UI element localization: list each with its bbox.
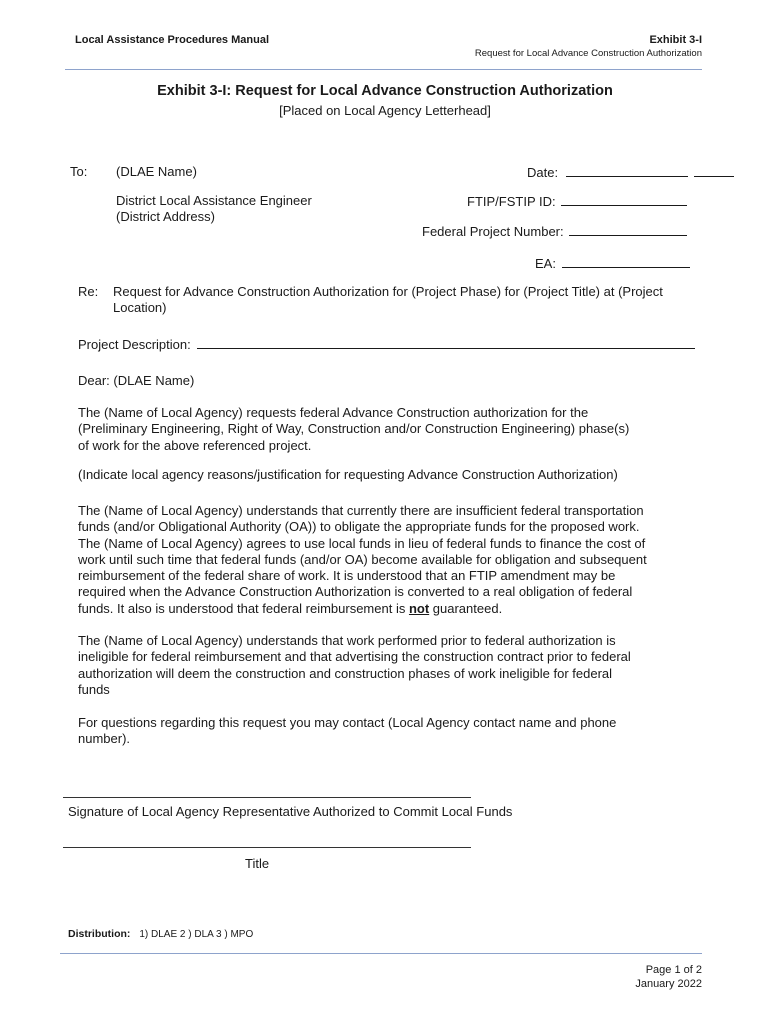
re-label: Re:: [78, 284, 99, 299]
paragraph-line: [78, 601, 708, 617]
footer-date: January 2022: [635, 978, 702, 990]
paragraph-line: reimbursement of the federal share of work. It is understood that an FTIP amendment may be: [78, 568, 616, 584]
project-description-blank: [197, 336, 695, 349]
district-address: (District Address): [116, 209, 215, 224]
page-subtitle: [Placed on Local Agency Letterhead]: [279, 103, 491, 118]
ea-label: EA:: [535, 256, 556, 271]
paragraph-request: [78, 405, 708, 454]
federal-project-blank: [569, 223, 687, 236]
ftip-field: [467, 193, 687, 209]
paragraph-contact: [78, 715, 708, 748]
footer-divider: [60, 953, 702, 954]
header-divider: [65, 69, 702, 70]
date-blank: [566, 164, 688, 177]
distribution: [68, 928, 253, 940]
page-number: Page 1 of 2: [645, 964, 702, 976]
text-segment: funds. It also is understood that federal reimbursement is: [78, 600, 409, 616]
signature-line: [63, 797, 471, 798]
paragraph-justification: [78, 467, 708, 483]
federal-project-field: [422, 223, 687, 239]
text-segment: guaranteed.: [429, 600, 503, 616]
paragraph-line: (Preliminary Engineering, Right of Way, Construction and/or Construction Engineering) phase(s): [78, 421, 630, 437]
paragraph-line: The (Name of Local Agency) requests federal Advance Construction authorization for the: [78, 405, 589, 420]
distribution-list: 1) DLAE 2 ) DLA 3 ) MPO: [139, 929, 254, 940]
paragraph-line: authorization will deem the construction and construction phases of work ineligible for federal: [78, 665, 613, 681]
date-field: [527, 164, 734, 180]
re-text-line2: Location): [113, 300, 167, 315]
paragraph-line: (Indicate local agency reasons/justification for requesting Advance Construction Authorization): [78, 467, 618, 482]
exhibit-number: Exhibit 3-I: [649, 34, 702, 46]
manual-title: Local Assistance Procedures Manual: [75, 34, 269, 46]
exhibit-subtitle: Request for Local Advance Construction Authorization: [474, 48, 702, 59]
project-description: [78, 336, 695, 352]
distribution-label: Distribution:: [68, 928, 131, 940]
paragraph-line: required when the Advance Construction Authorization is converted to a real obligation of federal: [78, 584, 633, 600]
paragraph-line: work until such time that federal funds (and/or OA) become available for obligation and subsequent: [78, 551, 647, 567]
paragraph-line: For questions regarding this request you may contact (Local Agency contact name and phone: [78, 715, 617, 730]
paragraph-line: number).: [78, 731, 131, 747]
title-label: Title: [245, 856, 270, 871]
ftip-label: FTIP/FSTIP ID:: [467, 194, 556, 209]
page-title: Exhibit 3-I: Request for Local Advance Construction Authorization: [157, 83, 613, 99]
paragraph-line: of work for the above referenced project.: [78, 437, 312, 453]
title-line: [63, 847, 471, 848]
paragraph-line: funds: [78, 681, 110, 697]
paragraph-funds: [78, 503, 708, 617]
emphasis-not: not: [408, 600, 430, 616]
re-text-line1: Request for Advance Construction Authorization for (Project Phase) for (Project Title) at (Project: [113, 284, 663, 299]
paragraph-line: The (Name of Local Agency) understands that work performed prior to federal authorization is: [78, 633, 616, 648]
ea-field: [535, 255, 690, 271]
federal-project-label: Federal Project Number:: [422, 224, 564, 239]
dlae-name: (DLAE Name): [116, 164, 197, 179]
date-label: Date:: [527, 165, 559, 180]
paragraph-ineligible: [78, 633, 708, 698]
date-blank-2: [694, 164, 734, 177]
paragraph-line: The (Name of Local Agency) agrees to use local funds in lieu of federal funds to finance the cost of: [78, 535, 646, 551]
engineer-title: District Local Assistance Engineer: [116, 193, 312, 208]
paragraph-line: ineligible for federal reimbursement and that advertising the construction contract prior to federal: [78, 649, 631, 665]
paragraph-line: funds (and/or Obligational Authority (OA)) to obligate the appropriate funds for the proposed work.: [78, 519, 640, 535]
to-label: To:: [70, 164, 88, 179]
salutation: Dear: (DLAE Name): [78, 373, 195, 388]
paragraph-line: The (Name of Local Agency) understands that currently there are insufficient federal transportation: [78, 503, 644, 518]
ea-blank: [562, 255, 690, 268]
signature-label: Signature of Local Agency Representative Authorized to Commit Local Funds: [68, 804, 513, 819]
project-description-label: Project Description:: [78, 337, 191, 352]
ftip-blank: [561, 193, 687, 206]
